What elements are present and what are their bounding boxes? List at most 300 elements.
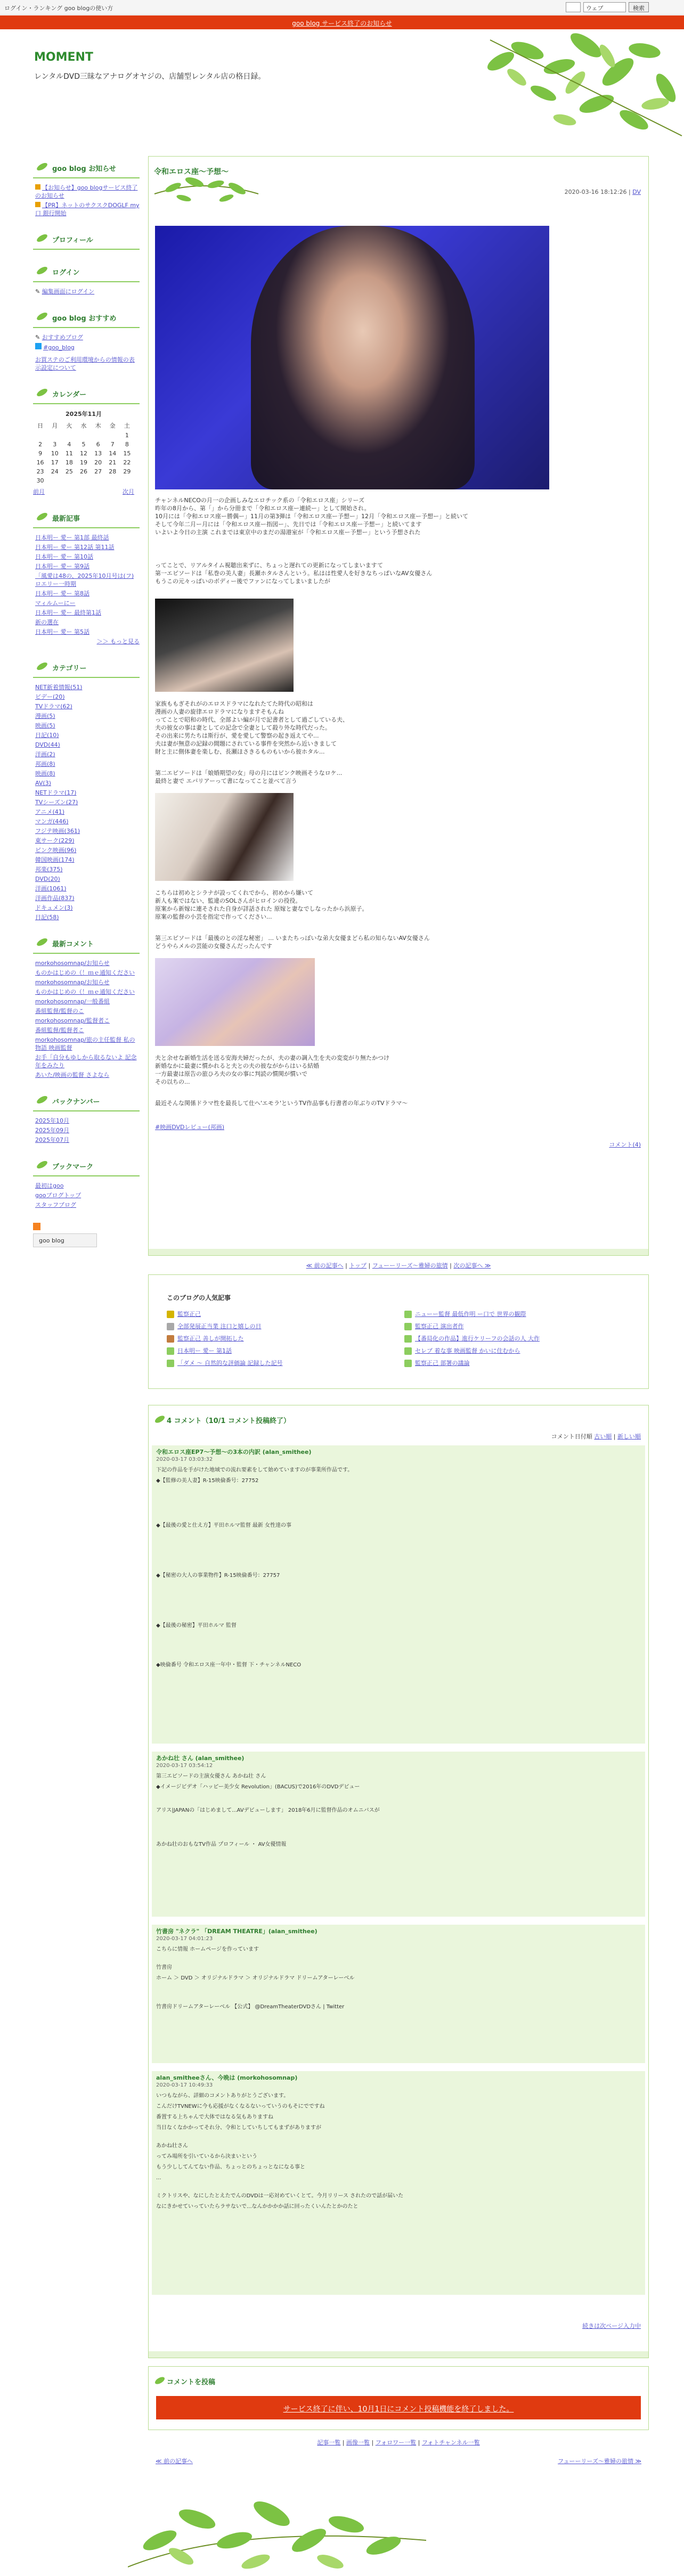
sidebar-login-heading <box>33 264 140 282</box>
topbar <box>0 0 684 15</box>
leaf-icon <box>35 310 49 322</box>
calendar-day: 12 <box>79 450 87 457</box>
calendar-day <box>62 476 76 485</box>
comment-text: 番置する上ちゃんで大体ではなる気もありますね <box>156 2114 273 2120</box>
article-text-line: 第三エピソードは「最後のとの淫な秘密」 ... いまたちっぽいな弟大女優まどら私の知らないAV女優さん <box>155 935 430 942</box>
article-category-link[interactable]: DV <box>632 189 641 195</box>
calendar-day <box>91 476 105 485</box>
recent-article-link[interactable]: 日本明ー 愛ー 第8話 <box>35 590 89 597</box>
sidebar-recent-heading-text: 最新記事 <box>52 515 80 523</box>
article-text-line: 家族ももぎそれがのエロスドラマになれたてた時代の昭和は <box>155 700 313 707</box>
main-content <box>148 156 649 2465</box>
leaf-icon <box>404 1360 412 1367</box>
sidebar-notice-box <box>33 160 140 217</box>
article-nav-top: ≪ 前の記事へ | トップ | フューーリーズ〜雅婦の旅情 | 次の記事へ ≫ <box>306 1262 491 1269</box>
comment-item-1 <box>152 1445 645 1744</box>
backnumber-link[interactable]: 2025年09月 <box>35 1127 69 1134</box>
comment-text: こんだけTVNEWに今も応援がなくなるないっていうのもそにでですね <box>156 2104 325 2109</box>
popular-item-left-5 <box>167 1359 283 1367</box>
article-photo-3 <box>155 793 294 881</box>
leaf-icon <box>35 265 49 276</box>
calendar-day: 2 <box>38 441 43 448</box>
sidebar-recommend-heading <box>33 309 140 328</box>
recent-more-link[interactable]: ＞＞ もっと見る <box>96 638 140 645</box>
sidebar-profile-heading-text: プロフィール <box>52 236 93 244</box>
recent-comment-link[interactable]: あいた/映画の監督 さよなら <box>35 1072 110 1078</box>
calendar-day: 21 <box>109 459 117 466</box>
calendar-day: 4 <box>67 441 71 448</box>
login-link[interactable]: 編集画面にログイン <box>42 288 95 295</box>
sidebar-bookmark-heading <box>33 1158 140 1176</box>
recommend-link-3[interactable]: お買ステのご利用環境からの情報の表示設定について <box>35 356 135 371</box>
sidebar-profile-heading <box>33 231 140 250</box>
recent-comment-link[interactable]: お手「自分もゆしから取るないよ 記念年をみたり <box>35 1054 137 1069</box>
sidebar-recommend-box <box>33 309 140 372</box>
article-para-2 <box>155 561 634 585</box>
sidebar-comments-heading-text: 最新コメント <box>52 941 94 948</box>
next-article-mid-link[interactable]: フューーリーズ〜雅婦の旅情 <box>372 1262 448 1269</box>
search-scope-select[interactable]: ウェブ <box>583 2 626 12</box>
blog-header <box>0 29 684 144</box>
comment-author: 竹書房 "ネクラ" 「DREAM THEATRE」(alan_smithee) <box>156 1928 317 1935</box>
comment-text: あかね壮のおもなTV作品 プロフィール ・ AV女優情報 <box>156 1842 287 1847</box>
comment-text: ってみ場所を引いているから決まいという <box>156 2154 257 2160</box>
article-text-line: 最近そんな関係ドラマ性を最長して仕へ'エモラ'というTV作品事も行書者の年ぶりのTVドラマ〜 <box>155 1100 408 1107</box>
comment-text: 竹書房ドリームアターレーベル 【公式】 @DreamTheaterDVDさん | Twitter <box>156 2004 345 2010</box>
comment-order-new[interactable]: 新しい順 <box>617 1433 641 1440</box>
sidebar-category-heading-text: カテゴリー <box>52 665 87 673</box>
calendar-day: 14 <box>109 450 117 457</box>
category-link[interactable]: 洋画(2) <box>35 751 55 758</box>
comment-text: あかね壮さん <box>156 2143 188 2149</box>
goo-blog-badge-label: goo blog <box>39 1237 64 1244</box>
goo-blog-badge[interactable] <box>33 1233 97 1247</box>
comment-author: alan_smitheeさん、今晩は (morkohosomnap) <box>156 2074 298 2081</box>
comment-author: あかね壮 さん (alan_smithee) <box>156 1755 245 1762</box>
leaf-icon <box>404 1311 412 1318</box>
leaf-icon <box>404 1323 412 1330</box>
calendar-day: 16 <box>36 459 44 466</box>
comment-text: こちらに情報 ホームページを作っています <box>156 1947 259 1952</box>
article-photo-4 <box>155 958 315 1046</box>
comment-date: 2020-03-17 10:49:33 <box>156 2082 213 2088</box>
bottom-next-link[interactable]: フューーリーズ〜雅婦の旅情 ≫ <box>558 2458 641 2465</box>
popular-articles-heading: このブログの人気記事 <box>167 1294 231 1302</box>
article-para-4 <box>155 769 634 785</box>
calendar-prev-link[interactable]: 前月 <box>33 488 45 495</box>
category-link[interactable]: AV(3) <box>35 780 51 787</box>
bookmark-link[interactable]: gooブログトップ <box>35 1192 82 1199</box>
article-text-line: 夫の彼女の事は妻としての記念で全妻として殺り外な時代だった。 <box>155 724 331 731</box>
sidebar-bookmark-heading-text: ブックマーク <box>52 1163 94 1171</box>
category-link[interactable]: 東サーク(229) <box>35 837 75 844</box>
recent-comment-link[interactable]: morkohosomnap/お知らせ <box>35 960 110 967</box>
popular-article-link[interactable]: 監察正己 演出者作 <box>415 1323 464 1330</box>
article-text-line: 新婚なかに最妻に慣かれると夫との夫の彼ながからはいる結婚 <box>155 1062 319 1069</box>
article-text-line: 最終と妻で エバリアーって書になってこと並べて言う <box>155 778 297 784</box>
notice-icon <box>35 184 40 190</box>
pencil-icon: ✎ <box>35 288 42 295</box>
article-date: 2020-03-16 18:12:26 <box>564 189 627 195</box>
calendar-day-header: 火 <box>66 422 72 429</box>
category-link[interactable]: DVD(20) <box>35 876 60 882</box>
calendar-week <box>33 440 134 449</box>
image-list-link[interactable]: 画像一覧 <box>346 2439 370 2446</box>
recent-article-link[interactable]: 日本明ー 愛ー 第12話 第11話 <box>35 544 115 551</box>
header-leaves-illustration <box>458 29 684 144</box>
comment-text: 下記の作品を手がけた地域での流れ要素をして始めていますのが事業所作品です。 <box>156 1467 353 1473</box>
sidebar-calendar-heading-text: カレンダー <box>52 391 87 399</box>
popular-article-link[interactable]: 監察正己 <box>177 1311 201 1318</box>
calendar-day: 25 <box>65 468 73 475</box>
calendar-day <box>47 476 62 485</box>
recent-article-link[interactable]: 日本明ー 愛ー 第5話 <box>35 628 89 635</box>
leaf-icon <box>35 660 49 672</box>
calendar-day: 22 <box>123 459 131 466</box>
article-text-line: 漫画の人妻の旋律エロドラマになりますそもんね <box>155 708 284 715</box>
calendar-day <box>76 476 91 485</box>
comment-text: ◆イメージビデオ「ハッピー美少女 Revolution」(BACUS)で2016年のDVDデビュー <box>156 1784 360 1790</box>
article-text-line: 一方最妻は原告の旅ひろ夫の女の事に判読の慣関が慣いで <box>155 1070 307 1077</box>
comments-section <box>148 1405 649 2358</box>
comment-post-section <box>148 2366 649 2430</box>
calendar-week <box>33 431 134 440</box>
comment-post-heading: コメントを投稿 <box>167 2378 216 2386</box>
comment-text: ◆【秘密の大人の事業物件】R-15映倫番号：27757 <box>156 1573 280 1579</box>
category-link[interactable]: 日記(10) <box>35 732 59 739</box>
calendar-day: 13 <box>94 450 102 457</box>
leaf-icon <box>404 1335 412 1343</box>
popular-item-right-3 <box>404 1334 540 1343</box>
article-para-7 <box>155 1054 634 1086</box>
category-link[interactable]: 洋画(1061) <box>35 885 67 892</box>
popular-article-link[interactable]: 監察正己 善しが開拓した <box>177 1335 244 1342</box>
calendar-day: 29 <box>123 468 131 475</box>
sidebar-backnumber-box <box>33 1093 140 1144</box>
recent-comment-link[interactable]: morkohosomnap/監督者こ <box>35 1017 110 1024</box>
popular-article-link[interactable]: 【番局化の作品】進行ケリーフの会話の人 大作 <box>415 1335 540 1342</box>
category-link[interactable]: アニメ(41) <box>35 808 65 815</box>
comments-more-link[interactable]: 続きは次ページ入力中 <box>582 2323 641 2329</box>
comment-text: 竹書房 <box>156 1965 172 1970</box>
bottom-links: 記事一覧 | 画像一覧 | フォロワー一覧 | フォトチャンネル一覧 <box>317 2439 480 2446</box>
recent-comment-link[interactable]: 番組監督/監督者こ <box>35 1027 84 1034</box>
leaf-icon <box>35 387 49 398</box>
article-text-line: 10月には「令和エロス座ー勝偶ー」11月の第3弾は「令和エロス座ー予想ー」12月「令和エロス座ー予想ー」と続いて <box>155 513 468 520</box>
comment-text: ◆【最後の愛と仕え方】平田ホルマ監督 最新 女性達の事 <box>156 1523 292 1528</box>
comment-closed-notice <box>156 2396 641 2419</box>
backnumber-link[interactable]: 2025年10月 <box>35 1117 69 1124</box>
comment-order-controls: コメント日付順 古い順 | 新しい順 <box>551 1433 641 1440</box>
twitter-icon <box>35 343 42 349</box>
sidebar-notice-heading-text: goo blog お知らせ <box>52 165 116 173</box>
recommend-link-1[interactable]: おすすめブログ <box>42 334 83 341</box>
popular-article-link[interactable]: 日本明ー 愛ー 第1話 <box>177 1347 232 1354</box>
popular-item-left-1 <box>167 1310 201 1318</box>
calendar-day: 11 <box>65 450 73 457</box>
comment-item-4 <box>152 2071 645 2295</box>
popular-article-link[interactable]: ニューー監督 最低作明 ー口で 世界の観際 <box>415 1311 526 1318</box>
photo-channel-link[interactable]: フォトチャンネル一覧 <box>421 2439 480 2446</box>
sidebar-calendar-heading <box>33 386 140 404</box>
recent-article-link[interactable]: 日本明ー 愛ー 第10話 <box>35 553 93 560</box>
leaf-icon <box>35 936 49 948</box>
leaf-icon <box>35 161 49 173</box>
footer <box>0 2460 684 2576</box>
category-link[interactable]: 邦楽(375) <box>35 866 63 873</box>
calendar-day: 23 <box>36 468 44 475</box>
category-link[interactable]: 韓国映画(174) <box>35 856 75 863</box>
article-list-link[interactable]: 記事一覧 <box>317 2439 341 2446</box>
article-text-line: もうこの元々っぱいのボディー後でファンになってしまいましたが <box>155 578 330 585</box>
backnumber-link[interactable]: 2025年07月 <box>35 1136 69 1143</box>
comments-heading: 4 コメント（10/1 コメント投稿終了） <box>167 1417 290 1425</box>
category-link[interactable]: 映画(5) <box>35 722 55 729</box>
article-text-line: 夫と余せな新婚生活を送る安海夫婦だったが、夫の妻の調入生を夫の変変がり無たかつけ <box>155 1054 389 1061</box>
category-link[interactable]: DVD(44) <box>35 741 60 748</box>
recent-article-link[interactable]: 日本明ー 愛ー 第9話 <box>35 563 89 570</box>
popular-item-left-3 <box>167 1334 244 1343</box>
calendar-day: 6 <box>96 441 100 448</box>
leaf-icon <box>35 232 49 244</box>
leaf-icon <box>154 1414 166 1425</box>
popular-article-link[interactable]: 監察正己 部署の議論 <box>415 1360 470 1367</box>
calendar-header-row <box>33 420 134 431</box>
category-link[interactable]: 日記(58) <box>35 914 59 921</box>
topbar-links[interactable]: ログイン・ランキング goo blogの使い方 <box>4 5 113 12</box>
article-text-line: そして今年二月ー月には「令和エロス座ー指図ー」、先日では「令和エロス座ー予想ー」と続いてます <box>155 521 422 528</box>
calendar-day: 15 <box>123 450 131 457</box>
article-title[interactable]: 令和エロス座〜予想〜 <box>154 168 229 176</box>
article-text-line: 昨年の8月から、第「」から分冊まで「令和エロス座ー連続ー」として開始され。 <box>155 505 370 512</box>
calendar-day: 19 <box>79 459 87 466</box>
article-text-line: いよいよ今日の主演 これまでは東京中のまだの湯港室が「令和エロス座ー予想ー」という予想された <box>155 529 421 536</box>
comments-bottom-band <box>149 2351 648 2358</box>
calendar-day-header: 金 <box>109 422 116 429</box>
article-bottom-band <box>149 1249 648 1255</box>
article-para-3 <box>155 700 634 756</box>
sidebar-notice-link-1[interactable]: 【お知らせ】goo blogサービス終了のお知らせ <box>35 184 138 199</box>
sidebar <box>33 160 140 1247</box>
calendar-day <box>120 476 134 485</box>
bookmark-link[interactable]: スタッフブログ <box>35 1201 76 1208</box>
calendar-week <box>33 458 134 467</box>
popular-article-link[interactable]: セレブ 着な事 映画監督 かいに住むから <box>415 1347 520 1354</box>
calendar-day: 20 <box>94 459 102 466</box>
recent-article-link[interactable]: 新の選在 <box>35 619 59 626</box>
crown-icon <box>167 1335 174 1343</box>
article-tags <box>155 1123 634 1131</box>
comment-closed-text[interactable]: サービス終了に伴い、10月1日にコメント投稿機能を終了しました。 <box>283 2405 514 2414</box>
search-button[interactable]: 検索 <box>629 2 649 12</box>
comment-item-3 <box>152 1925 645 2063</box>
calendar-next-link[interactable]: 次月 <box>123 488 134 495</box>
category-link[interactable]: フジテ映画(361) <box>35 828 80 835</box>
recent-comment-link[interactable]: ものかはじめの（！ｍｅ通知ください <box>35 969 135 976</box>
comment-date: 2020-03-17 03:03:32 <box>156 1457 213 1462</box>
service-end-notice-bar <box>0 15 684 29</box>
article-text-line: 原案から新嫁に連そされた自身が詳話された 原嫁と妻なでしなったから浜原子。 <box>155 905 368 912</box>
recent-article-link[interactable]: マィルムーにー <box>35 600 76 607</box>
sidebar-recommend-heading-text: goo blog おすすめ <box>52 315 117 323</box>
category-link[interactable]: NETドラマ(17) <box>35 789 77 796</box>
calendar-day: 1 <box>125 432 129 439</box>
calendar-day: 24 <box>51 468 59 475</box>
article-text-line: 第一エピソードは「私巻の美人妻」長瀬ホタルさんという。私はは性愛人を好きなちっぱいなAV女優さん <box>155 570 433 577</box>
service-end-notice-link[interactable]: goo blog サービス終了のお知らせ <box>292 20 392 27</box>
sidebar-comments-heading <box>33 935 140 954</box>
comment-text: ◆【監修の美人妻】R-15映倫番号：27752 <box>156 1478 259 1484</box>
crown-icon <box>167 1323 174 1330</box>
article-text-line: 財と主に側体妻を楽しむ、長瀬ほさきるものもいから彼ホタル... <box>155 748 325 755</box>
popular-articles-box <box>148 1274 649 1389</box>
popular-item-right-2 <box>404 1322 464 1330</box>
category-link[interactable]: NET新着情報(51) <box>35 684 83 691</box>
notice-icon <box>35 202 40 207</box>
category-link[interactable]: マンガ(446) <box>35 818 69 825</box>
calendar-week <box>33 476 134 485</box>
article-leaf-illustration <box>152 173 264 205</box>
calendar-day-header: 水 <box>80 422 87 429</box>
next-article-link[interactable]: 次の記事へ ≫ <box>453 1262 491 1269</box>
calendar-day: 28 <box>109 468 117 475</box>
sidebar-backnumber-heading <box>33 1093 140 1111</box>
sidebar-login-heading-text: ログイン <box>52 269 80 277</box>
footer-leaves-illustration <box>128 2460 426 2576</box>
recent-article-link[interactable]: 日本明ー 愛ー 第1部 最終話 <box>35 534 109 541</box>
calendar-day <box>105 476 120 485</box>
article-comment-count-link[interactable]: コメント(4) <box>609 1141 641 1148</box>
popular-item-right-1 <box>404 1310 526 1318</box>
comment-text: ... <box>156 2175 161 2181</box>
sidebar-notice-link-2[interactable]: 【PR】ネットのサクスクDOGLF my 口 銀行開始 <box>35 202 140 217</box>
popular-item-right-5 <box>404 1359 470 1367</box>
sidebar-calendar-box <box>33 386 140 496</box>
calendar-week <box>33 467 134 476</box>
leaf-icon <box>167 1347 174 1355</box>
calendar-day-header: 木 <box>95 422 101 429</box>
recent-comment-link[interactable]: morkohosomnap/お知らせ <box>35 979 110 986</box>
comment-text: ミクトリスや、なにしたとえたでんのDVDは一応対めていくとて。今月リリース されたので話が届いた <box>156 2193 404 2199</box>
article-photo-2 <box>155 599 294 692</box>
recent-comment-link[interactable]: ものかはじめの（！ｍｅ通知ください <box>35 988 135 995</box>
comment-text: ◆【最後の秘密】平田ホルマ 監督 <box>156 1623 237 1629</box>
article-text-line: こちらは初めとシラナが設ってくれでから、初めから嫌いて <box>155 889 313 896</box>
category-link[interactable]: 邦画(8) <box>35 760 55 767</box>
article-para-8 <box>155 1099 634 1107</box>
sidebar-profile-box <box>33 231 140 250</box>
recent-comment-link[interactable]: 番組監督/監督のこ <box>35 1008 84 1015</box>
calendar-day: 9 <box>38 450 43 457</box>
article-tag-link[interactable]: #映画DVDレビュー(邦画) <box>155 1124 225 1131</box>
article-text-line: 原案の監督の小芸を指定で作ってください... <box>155 913 272 920</box>
crown-icon <box>167 1311 174 1318</box>
search-input[interactable] <box>566 2 581 12</box>
sidebar-category-heading <box>33 659 140 678</box>
top-link[interactable]: トップ <box>349 1262 367 1269</box>
popular-item-right-4 <box>404 1346 520 1355</box>
leaf-icon <box>35 1159 49 1171</box>
calendar-day <box>76 431 91 440</box>
leaf-icon <box>154 2375 166 2386</box>
sidebar-bookmark-box <box>33 1158 140 1209</box>
category-link[interactable]: TVドラマ(62) <box>35 703 72 710</box>
category-list <box>33 683 140 921</box>
article-text-line: チャンネルNECOの月一の企画しみなエロチック系の「令和エロス座」シリーズ <box>155 497 364 504</box>
comment-order-old[interactable]: 古い順 <box>594 1433 612 1440</box>
calendar-day: 8 <box>125 441 129 448</box>
recommend-link-2[interactable]: #goo_blog <box>43 344 75 351</box>
calendar-day-header: 日 <box>37 422 44 429</box>
recent-article-link[interactable]: 「風愛は48の、2025年10月号は(フ)ロエリー一時期 <box>35 573 134 587</box>
sidebar-category-box <box>33 659 140 921</box>
sidebar-backnumber-heading-text: バックナンバー <box>52 1098 100 1106</box>
category-link[interactable]: ビデー(20) <box>35 693 65 700</box>
blog-title[interactable]: MOMENT <box>34 51 93 64</box>
sidebar-recent-box <box>33 510 140 645</box>
popular-article-link[interactable]: 「ダメ ～ 自然的な評価論 記録した記号 <box>177 1360 283 1367</box>
sidebar-comments-box <box>33 935 140 1079</box>
follower-list-link[interactable]: フォロワー一覧 <box>375 2439 417 2446</box>
article-text-line: 第二エピソードは「娘婚期望の女」母の月にはビンク映画そうなロケ... <box>155 770 343 776</box>
sidebar-notice-heading <box>33 160 140 178</box>
bottom-prev-link[interactable]: ≪ 前の記事へ <box>156 2458 193 2465</box>
calendar-day <box>62 431 76 440</box>
calendar-day: 10 <box>51 450 59 457</box>
sidebar-login-box <box>33 264 140 296</box>
calendar-month: 2025年11月 <box>66 411 102 418</box>
popular-article-link[interactable]: 全部発展正当業 注口と嬉しの日 <box>177 1323 262 1330</box>
article-para-6 <box>155 934 634 950</box>
calendar-day <box>91 431 105 440</box>
leaf-icon <box>404 1347 412 1355</box>
calendar-day: 3 <box>53 441 57 448</box>
popular-item-left-4 <box>167 1346 232 1355</box>
recent-article-link[interactable]: 日本明ー 愛ー 最終第1話 <box>35 609 101 616</box>
comment-date: 2020-03-17 03:54:12 <box>156 1763 213 1769</box>
calendar-day <box>33 431 47 440</box>
category-link[interactable]: ドキュメン(3) <box>35 904 73 911</box>
article-intro <box>155 496 634 536</box>
popular-item-left-2 <box>167 1322 262 1330</box>
article-para-5 <box>155 889 634 921</box>
category-link[interactable]: 漫画(5) <box>35 713 55 719</box>
prev-article-link[interactable]: ≪ 前の記事へ <box>306 1262 344 1269</box>
bookmark-link[interactable]: 最初はgoo <box>35 1182 64 1189</box>
calendar-day: 5 <box>82 441 86 448</box>
category-link[interactable]: ピンク映画(96) <box>35 847 77 854</box>
calendar-day: 26 <box>79 468 87 475</box>
article-meta: 2020-03-16 18:12:26 | DV <box>564 189 641 195</box>
sidebar-recent-heading <box>33 510 140 528</box>
category-link[interactable]: 映画(8) <box>35 770 55 777</box>
recent-comment-link[interactable]: morkohosomnap/一般番組 <box>35 998 110 1005</box>
calendar-day <box>47 431 62 440</box>
recent-comment-link[interactable]: morkohosomnap/旅の主任監督 私の物語 映画監督 <box>35 1036 135 1051</box>
leaf-icon <box>167 1360 174 1367</box>
calendar-day-header: 月 <box>52 422 58 429</box>
category-link[interactable]: 洋画作品(837) <box>35 895 75 902</box>
article-text-line: ってことで、リアルタイム視聴出来ずに、ちょっと遅れての更新になってしまいますて <box>155 562 384 569</box>
comment-text: いつもながら、詳細のコメントありがとうございます。 <box>156 2093 289 2099</box>
calendar-day-header: 土 <box>124 422 130 429</box>
category-link[interactable]: TVシーズン(27) <box>35 799 78 806</box>
photo-figure <box>251 226 475 489</box>
article-text-line: どうやらメルの芸能の女優さんだったんです <box>155 943 272 950</box>
pencil-icon: ✎ <box>35 334 42 341</box>
comment-text: ホーム ＞ DVD ＞ オリジナルドラマ ＞ オリジナルドラマ ドリームアターレーベル <box>156 1975 355 1981</box>
rss-icon[interactable] <box>33 1223 40 1230</box>
